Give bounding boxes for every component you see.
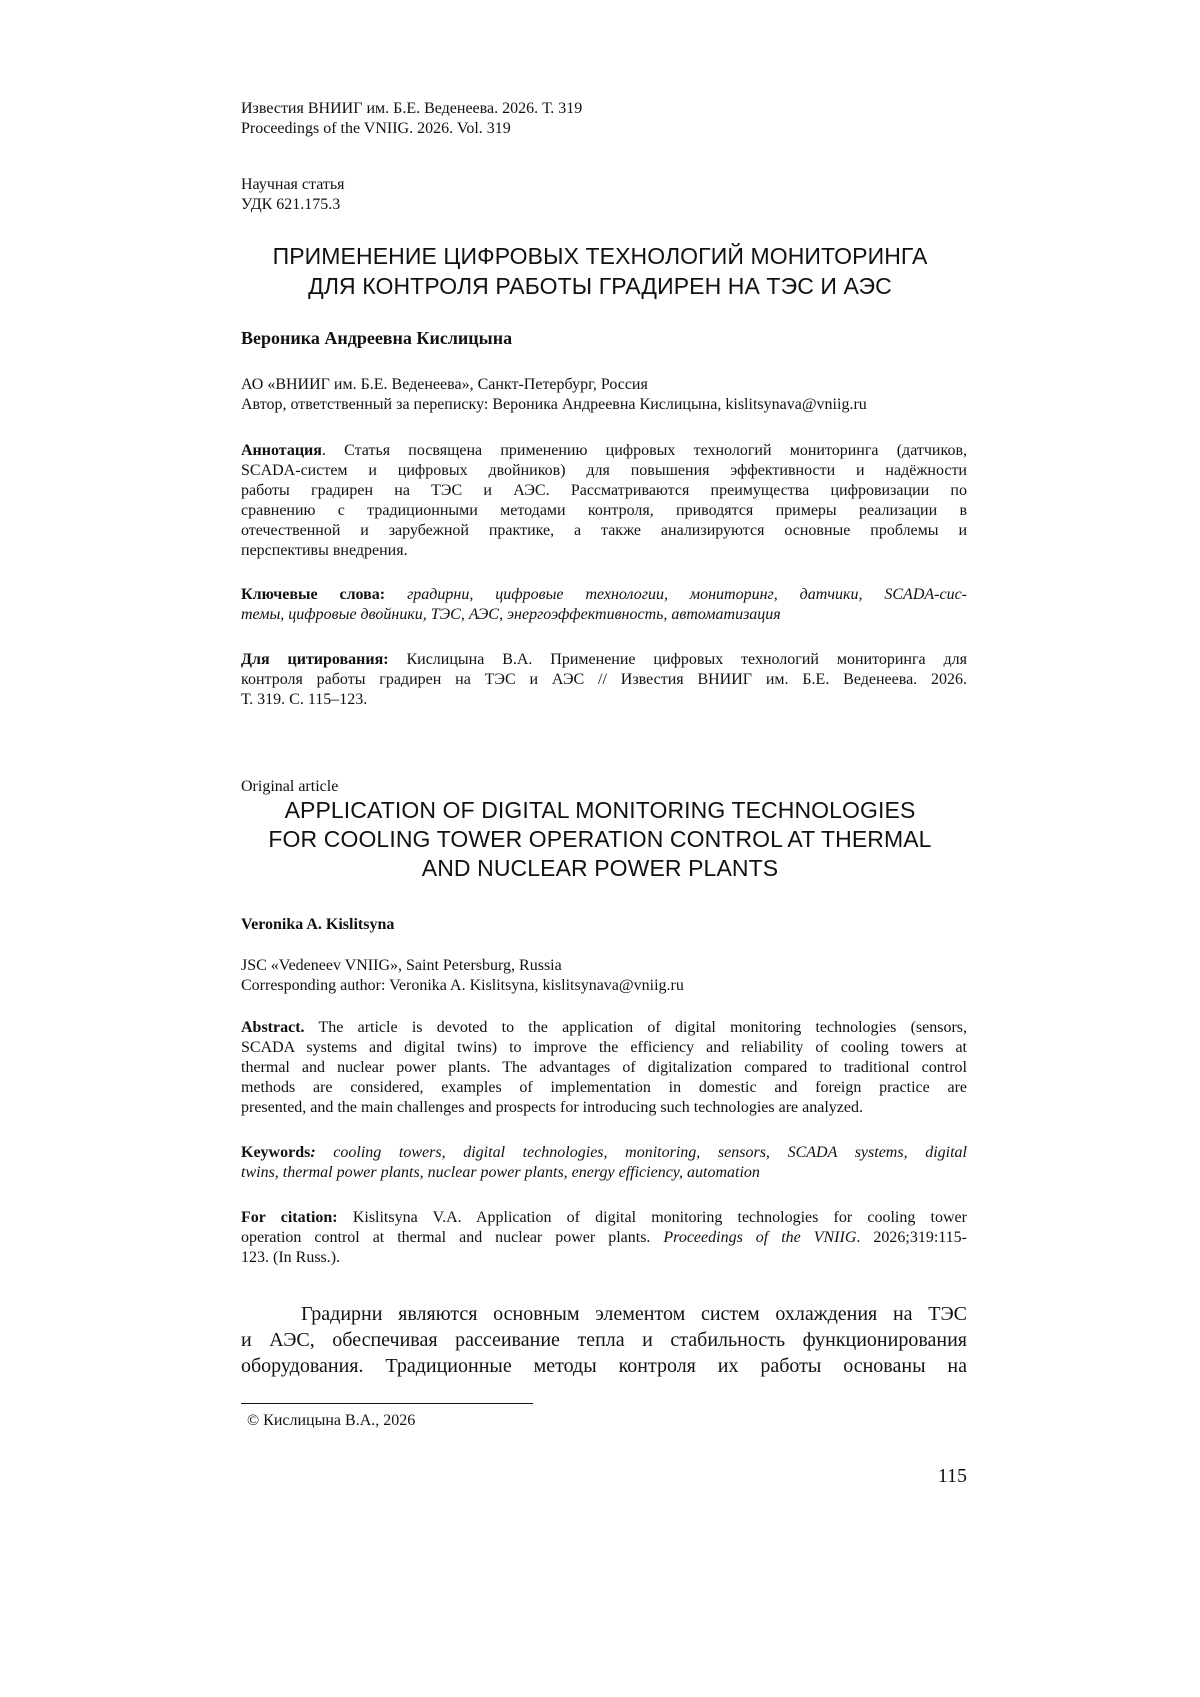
keywords-en-label: Keywords	[241, 1144, 311, 1161]
keywords-en-line: twins, thermal power plants, nuclear power plants, energy efficiency, automation	[241, 1164, 760, 1181]
abstract-en-line: The article is devoted to the application of digital monitoring technologies (sensors,	[304, 1019, 967, 1036]
footnote-divider	[241, 1403, 533, 1404]
article-type-en: Original article	[241, 778, 339, 795]
keywords-en-line: cooling towers, digital technologies, monitoring, sensors, SCADA systems, digital	[315, 1144, 967, 1161]
abstract-en-line: thermal and nuclear power plants. The advantages of digitalization compared to traditional control	[241, 1059, 967, 1076]
body-line: Градирни являются основным элементом систем охлаждения на ТЭС	[301, 1303, 967, 1325]
journal-title-ru: Известия ВНИИГ им. Б.Е. Веденеева. 2026. Т. 319	[241, 100, 583, 117]
abstract-ru-line: сравнению с традиционными методами контроля, приводятся примеры реализации в	[241, 502, 967, 519]
citation-en-line: operation control at thermal and nuclear power plants.	[241, 1229, 664, 1246]
article-title-en	[200, 796, 1000, 883]
affiliation-en: JSC «Vedeneev VNIIG», Saint Petersburg, Russia	[241, 957, 562, 974]
journal-header	[241, 99, 967, 139]
article-title-ru	[200, 241, 1000, 301]
citation-en-label: For citation:	[241, 1209, 338, 1226]
abstract-ru	[241, 441, 967, 561]
title-en-line: APPLICATION OF DIGITAL MONITORING TECHNOLOGIES	[284, 797, 916, 823]
abstract-ru-line: работы градирен на ТЭС и АЭС. Рассматриваются преимущества цифровизации по	[241, 482, 967, 499]
citation-en-line: Kislitsyna V.A. Application of digital monitoring technologies for cooling tower	[337, 1209, 967, 1226]
udc-code: УДК 621.175.3	[241, 196, 341, 213]
abstract-en-line: methods are considered, examples of implementation in domestic and foreign practice are	[241, 1079, 967, 1096]
citation-en	[241, 1208, 967, 1268]
citation-ru-line: Т. 319. С. 115–123.	[241, 691, 368, 708]
author-ru: Вероника Андреевна Кислицына	[241, 328, 513, 348]
title-en-line: AND NUCLEAR POWER PLANTS	[421, 855, 779, 881]
citation-en-line: 123. (In Russ.).	[241, 1249, 341, 1266]
citation-en-journal: Proceedings of the VNIIG	[663, 1229, 857, 1246]
keywords-ru-line: темы, цифровые двойники, ТЭС, АЭС, энергоэффективность, автоматизация	[241, 606, 781, 623]
affiliation-ru: АО «ВНИИГ им. Б.Е. Веденеева», Санкт-Петербург, Россия	[241, 376, 648, 393]
affiliation-en-block	[241, 956, 967, 996]
body-line: оборудования. Традиционные методы контроля их работы основаны на	[241, 1355, 967, 1377]
citation-ru-line: Кислицына В.А. Применение цифровых технологий мониторинга для	[388, 651, 968, 668]
keywords-ru-label: Ключевые слова:	[241, 586, 386, 603]
abstract-en-line: SCADA systems and digital twins) to improve the efficiency and reliability of cooling towers at	[241, 1039, 967, 1056]
abstract-ru-line: SCADA-систем и цифровых двойников) для повышения эффективности и надёжности	[241, 462, 967, 479]
title-ru-line: ПРИМЕНЕНИЕ ЦИФРОВЫХ ТЕХНОЛОГИЙ МОНИТОРИНГА	[272, 243, 928, 269]
title-ru-line: ДЛЯ КОНТРОЛЯ РАБОТЫ ГРАДИРЕН НА ТЭС И АЭС	[308, 273, 892, 299]
correspondence-en: Corresponding author: Veronika A. Kislitsyna, kislitsynava@vniig.ru	[241, 977, 684, 994]
abstract-ru-label: Аннотация	[241, 442, 322, 459]
keywords-ru-line: градирни, цифровые технологии, мониторинг, датчики, SCADA-сис-	[385, 586, 968, 603]
page-number: 115	[937, 1465, 967, 1487]
citation-ru-line: контроля работы градирен на ТЭС и АЭС // Известия ВНИИГ им. Б.Е. Веденеева. 2026.	[241, 671, 967, 688]
affiliation-ru-block	[241, 375, 967, 415]
abstract-en-line: presented, and the main challenges and prospects for introducing such technologies are analyzed.	[241, 1099, 863, 1116]
title-en-line: FOR COOLING TOWER OPERATION CONTROL AT THERMAL	[268, 826, 932, 852]
article-meta-ru	[241, 175, 967, 215]
keywords-en-colon: :	[310, 1144, 316, 1161]
journal-title-en: Proceedings of the VNIIG. 2026. Vol. 319	[241, 120, 511, 137]
copyright-footnote: © Кислицына В.А., 2026	[247, 1412, 416, 1429]
abstract-en	[241, 1018, 967, 1118]
abstract-ru-line: перспективы внедрения.	[241, 542, 408, 559]
keywords-ru	[241, 585, 967, 625]
citation-ru-label: Для цитирования:	[241, 651, 389, 668]
article-type-ru: Научная статья	[241, 176, 345, 193]
abstract-ru-line: . Статья посвящена применению цифровых технологий мониторинга (датчиков,	[321, 442, 967, 459]
body-paragraph	[241, 1301, 967, 1379]
correspondence-ru: Автор, ответственный за переписку: Вероника Андреевна Кислицына, kislitsynava@vniig.ru	[241, 396, 867, 413]
citation-ru	[241, 650, 967, 710]
keywords-en	[241, 1143, 967, 1183]
author-en: Veronika A. Kislitsyna	[241, 916, 395, 933]
abstract-en-label: Abstract.	[241, 1019, 305, 1036]
abstract-ru-line: отечественной и зарубежной практике, а также анализируются основные проблемы и	[241, 522, 967, 539]
citation-en-line: . 2026;319:115-	[856, 1229, 967, 1246]
body-line: и АЭС, обеспечивая рассеивание тепла и стабильность функционирования	[241, 1329, 967, 1351]
